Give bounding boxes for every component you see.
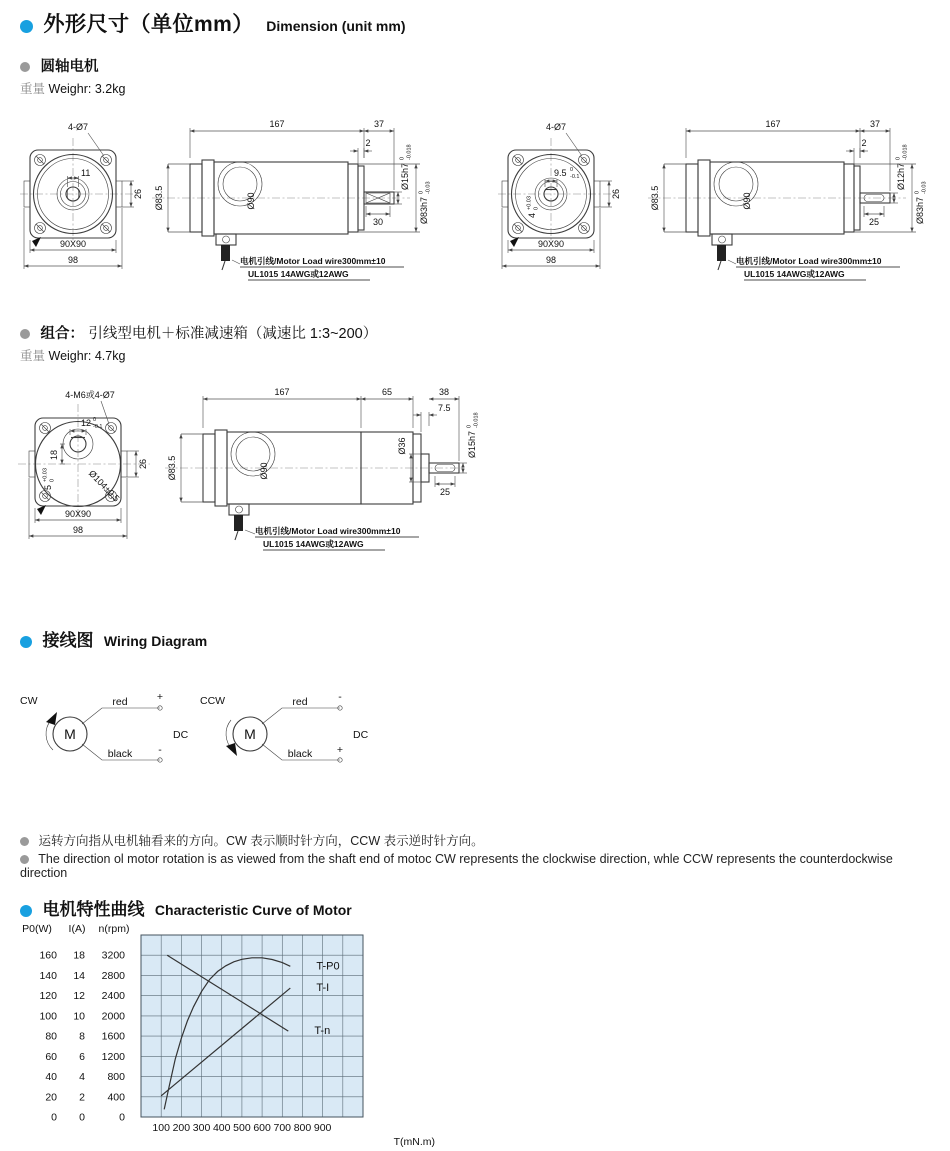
lead-wire — [221, 245, 230, 261]
wire-note-line2: UL1015 14AWG或12AWG — [744, 269, 845, 279]
page-title-en: Dimension (unit mm) — [266, 18, 406, 34]
chart-y-tick: 6 — [79, 1050, 85, 1063]
cw-label: CW — [20, 695, 38, 707]
dim-key-tol-bot: 0 — [533, 206, 540, 210]
dim-shaft-length: 38 — [438, 387, 450, 397]
dim-key-group — [527, 196, 540, 218]
chart-x-tick: 900 — [313, 1122, 332, 1134]
dim-spigot-tol-bot: -0.03 — [921, 181, 928, 194]
corner-flag-icon — [32, 237, 41, 247]
weight-line-1 — [20, 79, 125, 97]
weight-line-2 — [20, 346, 125, 364]
dim-key-tol-top: +0.03 — [526, 196, 533, 210]
chart-y-tick: 0 — [51, 1111, 57, 1124]
section-curve — [20, 895, 352, 920]
wire-bottom-label: black — [287, 748, 313, 760]
wire-note-line2: UL1015 14AWG或12AWG — [248, 269, 349, 279]
dim-boss-dia: Ø36 — [397, 437, 407, 455]
chart-y-tick: 4 — [79, 1071, 85, 1084]
motor-letter: M — [64, 726, 76, 742]
chart-series-label: T-I — [316, 982, 330, 995]
combo-title-rest: 引线型电机＋标准减速箱（减速比 1:3~200） — [88, 326, 378, 342]
chart-y-tick: 120 — [39, 990, 57, 1003]
characteristic-curve-chart — [15, 922, 445, 1151]
dim-key-group — [43, 468, 56, 490]
blue-bullet-icon — [20, 636, 32, 648]
dim-gear-length: 65 — [381, 387, 393, 397]
page-title — [20, 8, 406, 38]
blue-bullet-icon — [20, 20, 33, 33]
note-cn-text: 运转方向指从电机轴看来的方向。CW 表示顺时针方向，CCW 表示逆时针方向。 — [38, 834, 484, 848]
dim-key-tol-bot: 0 — [49, 478, 56, 482]
dim-width: 98 — [72, 525, 84, 535]
chart-y-tick: 1200 — [101, 1050, 125, 1063]
section-round-shaft-title: 圆轴电机 — [40, 59, 99, 75]
wire-note-line1: 电机引线/Motor Load wire300mm±10 — [240, 256, 386, 266]
dim-step: 7.5 — [438, 403, 451, 413]
chart-y-tick: 2000 — [101, 1010, 125, 1023]
rotation-arrow-cw — [46, 720, 53, 750]
wire-top-label: red — [112, 696, 128, 708]
chart-y-tick: 2 — [79, 1091, 85, 1104]
chart-x-tick: 500 — [233, 1122, 251, 1134]
chart-series-label: T-P0 — [316, 960, 340, 973]
chart-y-tick: 140 — [39, 969, 57, 982]
dim-face: 90X90 — [64, 509, 92, 519]
blue-bullet-icon — [20, 905, 32, 917]
chart-axis-header: P0(W) — [22, 923, 52, 935]
dim-shaft-dia-group — [400, 144, 413, 190]
page-title-cn: 外形尺寸（单位mm） — [43, 13, 254, 36]
chart-x-tick: 100 — [152, 1122, 170, 1134]
chart-y-tick: 20 — [45, 1091, 57, 1104]
dim-shaft-tol-bot: -0.018 — [473, 412, 480, 428]
wire-bottom-label: black — [107, 748, 133, 760]
dim-tab: 26 — [611, 188, 621, 200]
section-combo — [20, 322, 377, 343]
chart-y-tick: 2800 — [101, 969, 125, 982]
dim-body-dia: Ø90 — [742, 192, 752, 210]
dim-shaft-dia-group — [896, 144, 909, 190]
wire-note-line2: UL1015 14AWG或12AWG — [263, 539, 364, 549]
rotation-arrowhead-icon — [226, 743, 237, 756]
dim-spigot-tol-bot: -0.03 — [425, 181, 432, 194]
dim-key: 4 — [527, 212, 537, 218]
dim-shaft-dia-group — [467, 412, 480, 458]
chart-y-tick: 12 — [73, 990, 85, 1003]
dim-face: 90X90 — [537, 239, 565, 249]
dim-offset: 18 — [49, 449, 59, 461]
wire-note-line1: 电机引线/Motor Load wire300mm±10 — [255, 526, 401, 536]
dim-length: 167 — [269, 119, 285, 129]
dim-shaft-tol-top: 0 — [466, 424, 473, 428]
note-en — [20, 852, 940, 880]
chart-x-tick: 600 — [253, 1122, 271, 1134]
dim-key: 5 — [43, 484, 53, 490]
terminal-box — [216, 234, 236, 245]
chart-y-tick: 100 — [39, 1010, 57, 1023]
dim-spigot-tol-top: 0 — [914, 190, 921, 194]
motor1-front-view-drawing — [20, 120, 148, 278]
weight-label-cn: 重量 — [20, 349, 46, 363]
wiring-cw-diagram — [18, 690, 198, 770]
curve-title-en: Characteristic Curve of Motor — [154, 902, 352, 918]
dim-width: 98 — [67, 255, 79, 265]
dim-key-tol-top: +0.03 — [42, 468, 49, 482]
chart-y-tick: 160 — [39, 949, 57, 962]
chart-x-tick: 400 — [212, 1122, 231, 1134]
chart-y-tick: 0 — [119, 1111, 125, 1124]
sign-top: - — [338, 691, 342, 703]
dim-key-length: 25 — [439, 487, 451, 497]
dim-flange-dia: Ø83.5 — [154, 185, 164, 211]
dim-bolts: 4-M6或4-Ø7 — [65, 390, 115, 400]
motor2-side-view-drawing — [648, 114, 948, 284]
dim-hub-tol-bot: -0.1 — [570, 174, 580, 180]
wire-note-line1: 电机引线/Motor Load wire300mm±10 — [736, 256, 882, 266]
dim-spigot-dia: Ø83h7 — [419, 196, 429, 224]
chart-y-tick: 8 — [79, 1030, 85, 1043]
dim-shaft-tol-top: 0 — [895, 156, 902, 160]
dim-hub-tol-bot: -0.1 — [93, 424, 103, 430]
dim-shaft-tol-bot: -0.018 — [902, 144, 909, 160]
rotation-arrowhead-icon — [46, 712, 57, 725]
dim-shaft-length: 37 — [373, 119, 385, 129]
chart-axis-header: n(rpm) — [98, 923, 130, 935]
chart-y-tick: 1600 — [101, 1030, 125, 1043]
dim-face: 90X90 — [59, 239, 87, 249]
chart-x-tick: 700 — [273, 1122, 292, 1134]
weight-value: Weighr: 3.2kg — [48, 82, 126, 96]
section-round-shaft — [20, 55, 98, 76]
corner-flag-icon — [510, 237, 519, 247]
dim-shaft-length: 37 — [869, 119, 881, 129]
note-en-text: The direction ol motor rotation is as viewed from the shaft end of motoc CW represents the clockwise direction, whle CCW represents the counterdockwise direction — [20, 852, 893, 880]
chart-y-tick: 18 — [73, 949, 85, 962]
supply-label: DC — [173, 729, 189, 741]
corner-flag-icon — [37, 505, 46, 515]
dim-step: 2 — [861, 138, 867, 148]
motor-letter: M — [244, 726, 256, 742]
dim-motor-length: 167 — [274, 387, 290, 397]
dim-key-length: 25 — [868, 217, 880, 227]
dim-width: 98 — [545, 255, 557, 265]
dim-shaft-tol-top: 0 — [399, 156, 406, 160]
dim-hub: 9.5 — [554, 168, 567, 178]
chart-x-axis-label: T(mN.m) — [393, 1136, 435, 1148]
gray-bullet-icon — [20, 855, 29, 864]
section-wiring — [20, 626, 207, 651]
motor1-side-view-drawing — [152, 114, 452, 284]
lead-wire — [717, 245, 726, 261]
dim-spigot-dia: Ø83h7 — [915, 196, 925, 224]
dim-length: 167 — [765, 119, 781, 129]
gray-bullet-icon — [20, 837, 29, 846]
sign-bottom: - — [158, 744, 162, 756]
chart-y-tick: 80 — [45, 1030, 57, 1043]
dim-hub-tol-top: 0 — [93, 417, 97, 423]
wiring-ccw-diagram — [198, 690, 378, 770]
chart-y-tick: 14 — [73, 969, 85, 982]
gearmotor-side-view-drawing — [165, 382, 505, 560]
chart-y-tick: 10 — [73, 1010, 85, 1023]
dim-shaft-tol-bot: -0.018 — [406, 144, 413, 160]
gray-bullet-icon — [20, 329, 30, 339]
gray-bullet-icon — [20, 62, 30, 72]
chart-series-label: T-n — [314, 1025, 331, 1038]
gearmotor-front-view-drawing — [18, 388, 163, 560]
dim-step: 2 — [365, 138, 371, 148]
wiring-title-cn: 接线图 — [42, 631, 94, 650]
note-cn — [20, 831, 484, 849]
lead-wire — [234, 515, 243, 531]
dim-shaft-dia: Ø15h7 — [400, 162, 410, 190]
dim-body-dia: Ø90 — [246, 192, 256, 210]
chart-x-tick: 300 — [192, 1122, 211, 1134]
motor2-front-view-drawing — [498, 120, 626, 278]
chart-y-tick: 40 — [45, 1071, 57, 1084]
dim-hub-tol-top: 0 — [570, 167, 574, 173]
dim-body-dia: Ø90 — [259, 462, 269, 480]
dim-spigot-tol-top: 0 — [418, 190, 425, 194]
supply-label: DC — [353, 729, 369, 741]
dim-tab: 26 — [138, 458, 148, 470]
dim-key-length: 30 — [372, 217, 384, 227]
dim-flange-dia: Ø83.5 — [167, 455, 177, 481]
chart-y-tick: 0 — [79, 1111, 85, 1124]
chart-x-tick: 800 — [293, 1122, 312, 1134]
chart-axis-header: I(A) — [68, 923, 86, 935]
dim-circle: Ø104±0.5 — [86, 468, 122, 504]
dim-hub: 11 — [81, 168, 91, 178]
dim-shaft-dia: Ø15h7 — [467, 430, 477, 458]
dim-flange-dia: Ø83.5 — [650, 185, 660, 211]
chart-y-tick: 3200 — [101, 949, 125, 962]
dim-shaft-dia: Ø12h7 — [896, 162, 906, 190]
sign-top: + — [156, 691, 164, 703]
weight-value: Weighr: 4.7kg — [48, 349, 126, 363]
ccw-label: CCW — [200, 695, 226, 707]
dim-spigot-dia-group — [419, 181, 432, 224]
dim-bolts: 4-Ø7 — [67, 122, 89, 132]
weight-label-cn: 重量 — [20, 82, 46, 96]
combo-title-bold: 组合： — [40, 326, 84, 342]
chart-y-tick: 60 — [45, 1050, 57, 1063]
dim-tab: 26 — [133, 188, 143, 200]
dim-hub: 12 — [81, 418, 92, 428]
curve-title-cn: 电机特性曲线 — [42, 900, 145, 919]
chart-y-tick: 2400 — [101, 990, 125, 1003]
dim-spigot-dia-group — [915, 181, 928, 224]
chart-x-tick: 200 — [172, 1122, 191, 1134]
wire-top-label: red — [292, 696, 308, 708]
wiring-title-en: Wiring Diagram — [103, 633, 208, 649]
dim-bolts: 4-Ø7 — [545, 122, 567, 132]
sign-bottom: + — [336, 744, 344, 756]
chart-y-tick: 800 — [107, 1071, 125, 1084]
chart-y-tick: 400 — [107, 1091, 125, 1104]
